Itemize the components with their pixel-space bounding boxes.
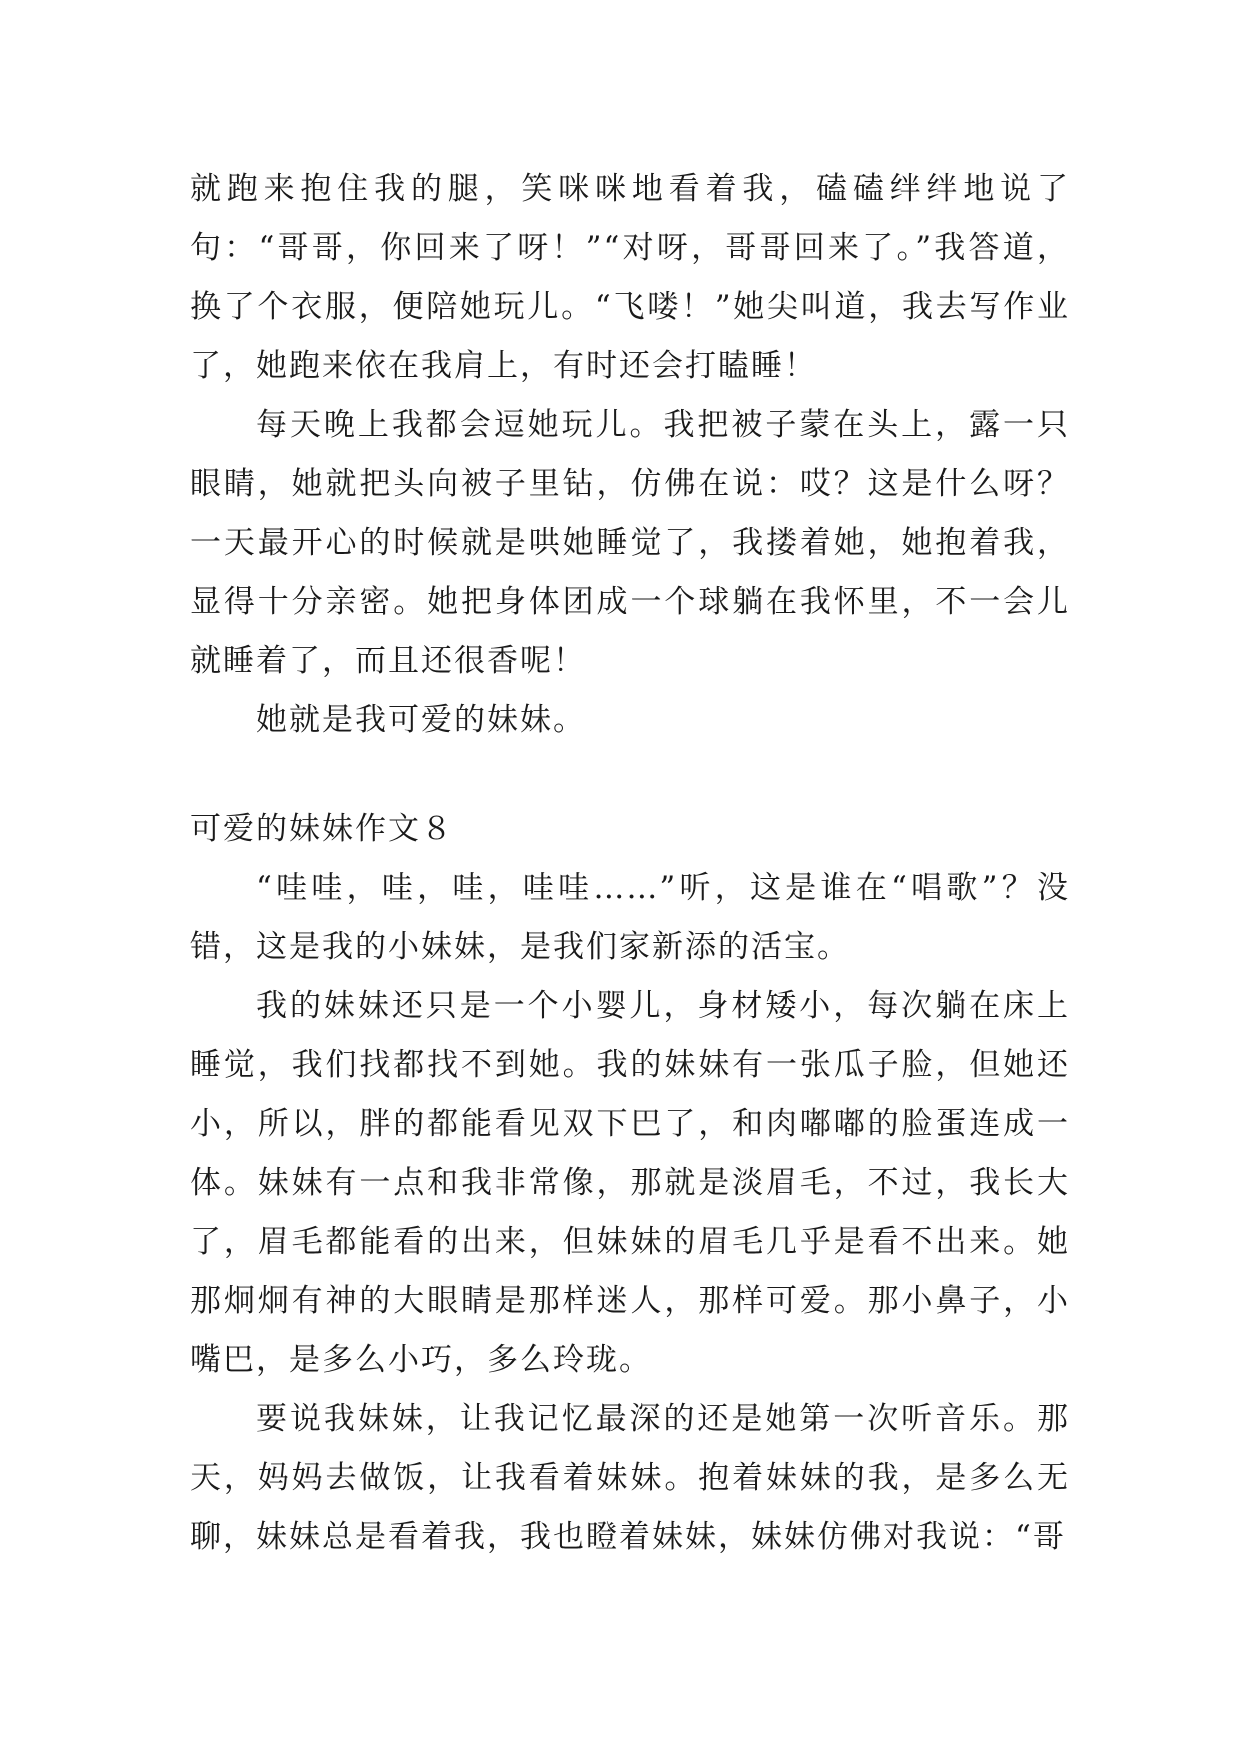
paragraph-description: 我的妹妹还只是一个小婴儿，身材矮小，每次躺在床上睡觉，我们找都找不到她。我的妹妹有一张瓜子脸，但她还小，所以，胖的都能看见双下巴了，和肉嘟嘟的脸蛋连成一体。妹妹有一点和我非常像，那就是淡眉毛，不过，我长大了，眉毛都能看的出来，但妹妹的眉毛几乎是看不出来。她那炯炯有神的大眼睛是那样迷人，那样可爱。那小鼻子，小嘴巴，是多么小巧，多么玲珑。	[190, 988, 1070, 1378]
document-page	[190, 160, 1070, 1567]
paragraph-continuation: 就跑来抱住我的腿，笑咪咪地看着我，磕磕绊绊地说了句：“哥哥，你回来了呀！”“对呀，哥哥回来了。”我答道，换了个衣服，便陪她玩儿。“飞喽！”她尖叫道，我去写作业了，她跑来依在我肩上，有时还会打瞌睡！	[190, 171, 1070, 384]
paragraph-music: 要说我妹妹，让我记忆最深的还是她第一次听音乐。那天，妈妈去做饭，让我看着妹妹。抱着妹妹的我，是多么无聊，妹妹总是看着我，我也瞪着妹妹，妹妹仿佛对我说：“哥	[190, 1401, 1070, 1555]
paragraph-crying: “哇哇，哇，哇，哇哇……”听，这是谁在“唱歌”？没错，这是我的小妹妹，是我们家新添的活宝。	[190, 870, 1070, 965]
paragraph-evening-play: 每天晚上我都会逗她玩儿。我把被子蒙在头上，露一只眼睛，她就把头向被子里钻，仿佛在说：哎？这是什么呀？一天最开心的时候就是哄她睡觉了，我搂着她，她抱着我，显得十分亲密。她把身体团成一个球躺在我怀里，不一会儿就睡着了，而且还很香呢！	[190, 407, 1070, 679]
paragraph-closing: 她就是我可爱的妹妹。	[256, 702, 586, 738]
section-title: 可爱的妹妹作文８	[190, 811, 454, 847]
